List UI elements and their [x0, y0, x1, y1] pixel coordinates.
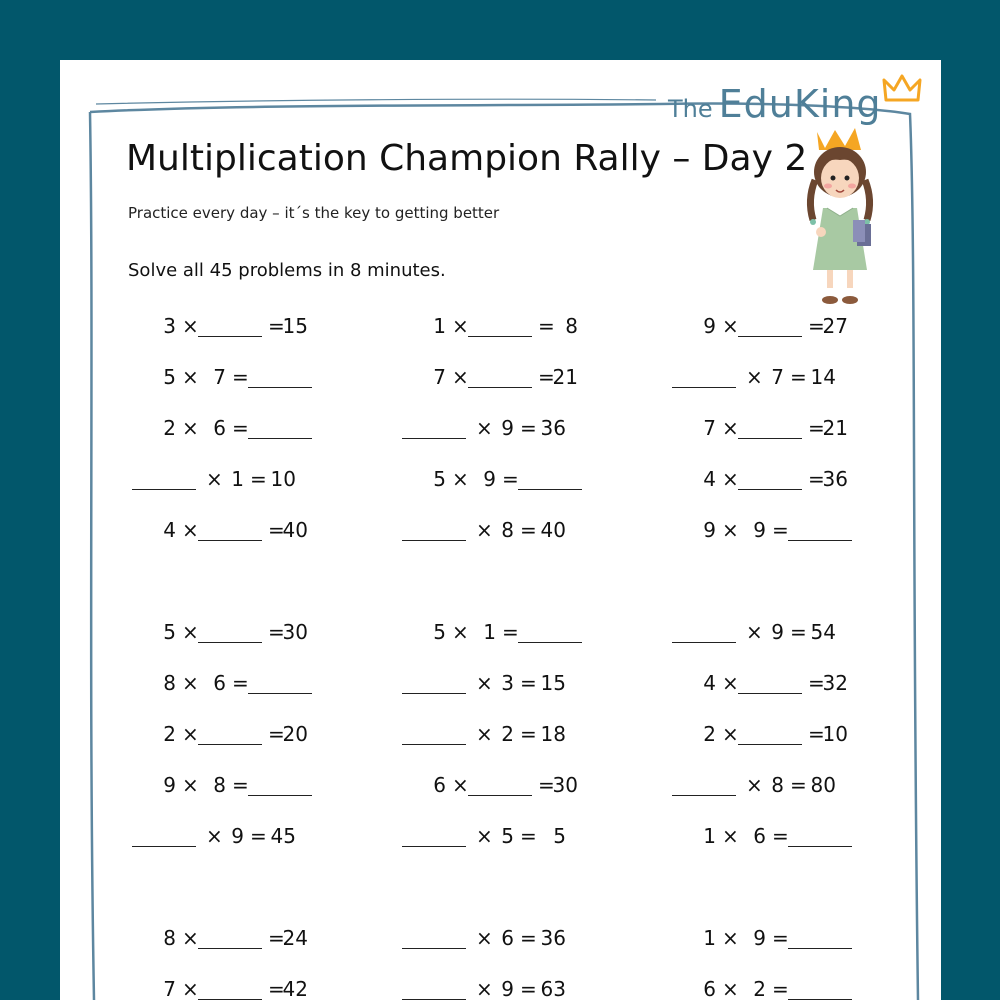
- product: 40: [540, 518, 566, 542]
- times-sign: ×: [182, 416, 199, 440]
- times-sign: ×: [722, 926, 739, 950]
- times-sign: ×: [476, 671, 493, 695]
- times-sign: ×: [722, 977, 739, 1000]
- factor-b: 9: [231, 824, 244, 848]
- problem-row: [684, 771, 884, 801]
- factor-b: 2: [753, 977, 766, 1000]
- factor-a: 7: [703, 416, 716, 440]
- product: 45: [270, 824, 296, 848]
- answer-blank[interactable]: [248, 387, 312, 388]
- problem-row: [414, 822, 614, 852]
- product: 80: [810, 773, 836, 797]
- factor-a: 6: [433, 773, 446, 797]
- times-sign: ×: [182, 620, 199, 644]
- answer-blank[interactable]: [738, 744, 802, 745]
- equals-sign: =: [538, 365, 555, 389]
- times-sign: ×: [206, 824, 223, 848]
- times-sign: ×: [182, 773, 199, 797]
- problem-row: [144, 924, 344, 954]
- times-sign: ×: [182, 314, 199, 338]
- product: 40: [282, 518, 308, 542]
- factor-a: 7: [163, 977, 176, 1000]
- factor-b: 9: [753, 926, 766, 950]
- times-sign: ×: [722, 416, 739, 440]
- problem-row: [144, 414, 344, 444]
- answer-blank[interactable]: [198, 744, 262, 745]
- factor-a: 2: [163, 416, 176, 440]
- product: 36: [540, 416, 566, 440]
- product: 30: [552, 773, 578, 797]
- problem-row: [414, 312, 614, 342]
- problem-row: [684, 975, 884, 1000]
- answer-blank[interactable]: [672, 387, 736, 388]
- answer-blank[interactable]: [672, 642, 736, 643]
- equals-sign: =: [772, 518, 789, 542]
- problem-row: [684, 924, 884, 954]
- times-sign: ×: [722, 671, 739, 695]
- answer-blank[interactable]: [248, 693, 312, 694]
- answer-blank[interactable]: [402, 948, 466, 949]
- problem-row: [414, 516, 614, 546]
- equals-sign: =: [232, 773, 249, 797]
- product: 14: [810, 365, 836, 389]
- factor-b: 6: [753, 824, 766, 848]
- equals-sign: =: [808, 722, 825, 746]
- problem-row: [414, 465, 614, 495]
- instructions-text: Solve all 45 problems in 8 minutes.: [128, 260, 446, 281]
- equals-sign: =: [790, 365, 807, 389]
- factor-a: 4: [163, 518, 176, 542]
- factor-b: 8: [501, 518, 514, 542]
- answer-blank[interactable]: [248, 795, 312, 796]
- product: 10: [270, 467, 296, 491]
- factor-a: 8: [163, 926, 176, 950]
- equals-sign: =: [772, 824, 789, 848]
- factor-b: 9: [501, 977, 514, 1000]
- product: 5: [553, 824, 566, 848]
- times-sign: ×: [746, 620, 763, 644]
- equals-sign: =: [502, 620, 519, 644]
- factor-b: 7: [213, 365, 226, 389]
- factor-b: 2: [501, 722, 514, 746]
- equals-sign: =: [250, 824, 267, 848]
- times-sign: ×: [182, 365, 199, 389]
- times-sign: ×: [722, 824, 739, 848]
- product: 20: [282, 722, 308, 746]
- answer-blank[interactable]: [402, 744, 466, 745]
- times-sign: ×: [476, 926, 493, 950]
- worksheet-title: Multiplication Champion Rally – Day 2: [126, 138, 808, 179]
- problem-row: [684, 465, 884, 495]
- answer-blank[interactable]: [132, 489, 196, 490]
- times-sign: ×: [476, 722, 493, 746]
- equals-sign: =: [808, 314, 825, 338]
- times-sign: ×: [182, 977, 199, 1000]
- times-sign: ×: [206, 467, 223, 491]
- product: 18: [540, 722, 566, 746]
- equals-sign: =: [232, 416, 249, 440]
- equals-sign: =: [268, 518, 285, 542]
- problem-row: [684, 414, 884, 444]
- worksheet-subtitle: Practice every day – it´s the key to getting better: [128, 204, 500, 222]
- problem-row: [144, 975, 344, 1000]
- factor-b: 9: [501, 416, 514, 440]
- answer-blank[interactable]: [738, 438, 802, 439]
- times-sign: ×: [722, 722, 739, 746]
- factor-a: 9: [163, 773, 176, 797]
- logo-brand: EduKing: [718, 82, 882, 126]
- times-sign: ×: [476, 977, 493, 1000]
- factor-b: 1: [483, 620, 496, 644]
- answer-blank[interactable]: [402, 693, 466, 694]
- equals-sign: =: [520, 926, 537, 950]
- factor-b: 9: [753, 518, 766, 542]
- answer-blank[interactable]: [788, 846, 852, 847]
- product: 8: [565, 314, 578, 338]
- equals-sign: =: [232, 365, 249, 389]
- product: 27: [822, 314, 848, 338]
- times-sign: ×: [182, 518, 199, 542]
- factor-b: 8: [213, 773, 226, 797]
- equals-sign: =: [538, 773, 555, 797]
- product: 24: [282, 926, 308, 950]
- factor-a: 4: [703, 467, 716, 491]
- factor-b: 3: [501, 671, 514, 695]
- problem-row: [684, 669, 884, 699]
- equals-sign: =: [520, 722, 537, 746]
- problem-row: [684, 720, 884, 750]
- equals-sign: =: [520, 824, 537, 848]
- problem-row: [684, 363, 884, 393]
- product: 21: [822, 416, 848, 440]
- times-sign: ×: [746, 773, 763, 797]
- factor-a: 1: [703, 824, 716, 848]
- equals-sign: =: [538, 314, 555, 338]
- factor-a: 5: [433, 467, 446, 491]
- factor-a: 9: [703, 314, 716, 338]
- answer-blank[interactable]: [738, 489, 802, 490]
- equals-sign: =: [790, 773, 807, 797]
- problem-row: [414, 771, 614, 801]
- answer-blank[interactable]: [672, 795, 736, 796]
- equals-sign: =: [232, 671, 249, 695]
- problem-row: [414, 975, 614, 1000]
- problem-row: [144, 822, 344, 852]
- factor-a: 9: [703, 518, 716, 542]
- problem-row: [414, 924, 614, 954]
- answer-blank[interactable]: [518, 489, 582, 490]
- times-sign: ×: [722, 314, 739, 338]
- equals-sign: =: [268, 314, 285, 338]
- answer-blank[interactable]: [518, 642, 582, 643]
- factor-a: 6: [703, 977, 716, 1000]
- answer-blank[interactable]: [738, 693, 802, 694]
- times-sign: ×: [722, 467, 739, 491]
- factor-a: 1: [703, 926, 716, 950]
- times-sign: ×: [476, 518, 493, 542]
- equals-sign: =: [502, 467, 519, 491]
- equals-sign: =: [520, 416, 537, 440]
- factor-a: 5: [163, 365, 176, 389]
- answer-blank[interactable]: [198, 336, 262, 337]
- problem-row: [684, 618, 884, 648]
- factor-b: 9: [771, 620, 784, 644]
- answer-blank[interactable]: [402, 540, 466, 541]
- problem-row: [144, 516, 344, 546]
- answer-blank[interactable]: [132, 846, 196, 847]
- problem-row: [144, 669, 344, 699]
- factor-b: 7: [771, 365, 784, 389]
- problem-row: [144, 312, 344, 342]
- equals-sign: =: [268, 620, 285, 644]
- equals-sign: =: [790, 620, 807, 644]
- problem-row: [414, 720, 614, 750]
- product: 54: [810, 620, 836, 644]
- equals-sign: =: [268, 926, 285, 950]
- product: 10: [822, 722, 848, 746]
- problem-row: [684, 516, 884, 546]
- answer-blank[interactable]: [248, 438, 312, 439]
- factor-b: 5: [501, 824, 514, 848]
- factor-a: 8: [163, 671, 176, 695]
- times-sign: ×: [182, 722, 199, 746]
- factor-a: 7: [433, 365, 446, 389]
- product: 32: [822, 671, 848, 695]
- product: 36: [540, 926, 566, 950]
- crown-icon: [882, 74, 922, 104]
- problem-row: [414, 414, 614, 444]
- problem-row: [684, 312, 884, 342]
- factor-a: 5: [163, 620, 176, 644]
- product: 36: [822, 467, 848, 491]
- problem-row: [414, 363, 614, 393]
- answer-blank[interactable]: [788, 948, 852, 949]
- equals-sign: =: [520, 671, 537, 695]
- equals-sign: =: [772, 926, 789, 950]
- equals-sign: =: [808, 416, 825, 440]
- answer-blank[interactable]: [402, 438, 466, 439]
- worksheet-page: [60, 60, 941, 1000]
- equals-sign: =: [520, 977, 537, 1000]
- factor-a: 2: [703, 722, 716, 746]
- times-sign: ×: [476, 824, 493, 848]
- factor-b: 6: [213, 416, 226, 440]
- times-sign: ×: [722, 518, 739, 542]
- answer-blank[interactable]: [198, 642, 262, 643]
- factor-b: 9: [483, 467, 496, 491]
- times-sign: ×: [452, 467, 469, 491]
- equals-sign: =: [250, 467, 267, 491]
- answer-blank[interactable]: [198, 540, 262, 541]
- answer-blank[interactable]: [468, 336, 532, 337]
- factor-a: 3: [163, 314, 176, 338]
- times-sign: ×: [746, 365, 763, 389]
- product: 15: [540, 671, 566, 695]
- factor-b: 1: [231, 467, 244, 491]
- factor-a: 4: [703, 671, 716, 695]
- factor-b: 6: [213, 671, 226, 695]
- problem-row: [144, 465, 344, 495]
- product: 21: [552, 365, 578, 389]
- logo-the: The: [668, 95, 713, 123]
- factor-a: 1: [433, 314, 446, 338]
- times-sign: ×: [452, 620, 469, 644]
- factor-a: 2: [163, 722, 176, 746]
- problem-row: [144, 363, 344, 393]
- product: 30: [282, 620, 308, 644]
- times-sign: ×: [182, 671, 199, 695]
- product: 63: [540, 977, 566, 1000]
- problem-row: [414, 669, 614, 699]
- answer-blank[interactable]: [198, 948, 262, 949]
- equals-sign: =: [520, 518, 537, 542]
- product: 42: [282, 977, 308, 1000]
- times-sign: ×: [182, 926, 199, 950]
- times-sign: ×: [452, 773, 469, 797]
- problem-row: [684, 822, 884, 852]
- equals-sign: =: [772, 977, 789, 1000]
- answer-blank[interactable]: [738, 336, 802, 337]
- factor-a: 5: [433, 620, 446, 644]
- answer-blank[interactable]: [468, 387, 532, 388]
- problem-row: [144, 618, 344, 648]
- equals-sign: =: [808, 467, 825, 491]
- factor-b: 6: [501, 926, 514, 950]
- problem-row: [144, 720, 344, 750]
- problem-row: [414, 618, 614, 648]
- answer-blank[interactable]: [788, 540, 852, 541]
- times-sign: ×: [476, 416, 493, 440]
- equals-sign: =: [808, 671, 825, 695]
- equals-sign: =: [268, 977, 285, 1000]
- factor-b: 8: [771, 773, 784, 797]
- answer-blank[interactable]: [468, 795, 532, 796]
- equals-sign: =: [268, 722, 285, 746]
- answer-blank[interactable]: [402, 846, 466, 847]
- times-sign: ×: [452, 314, 469, 338]
- times-sign: ×: [452, 365, 469, 389]
- product: 15: [282, 314, 308, 338]
- problem-row: [144, 771, 344, 801]
